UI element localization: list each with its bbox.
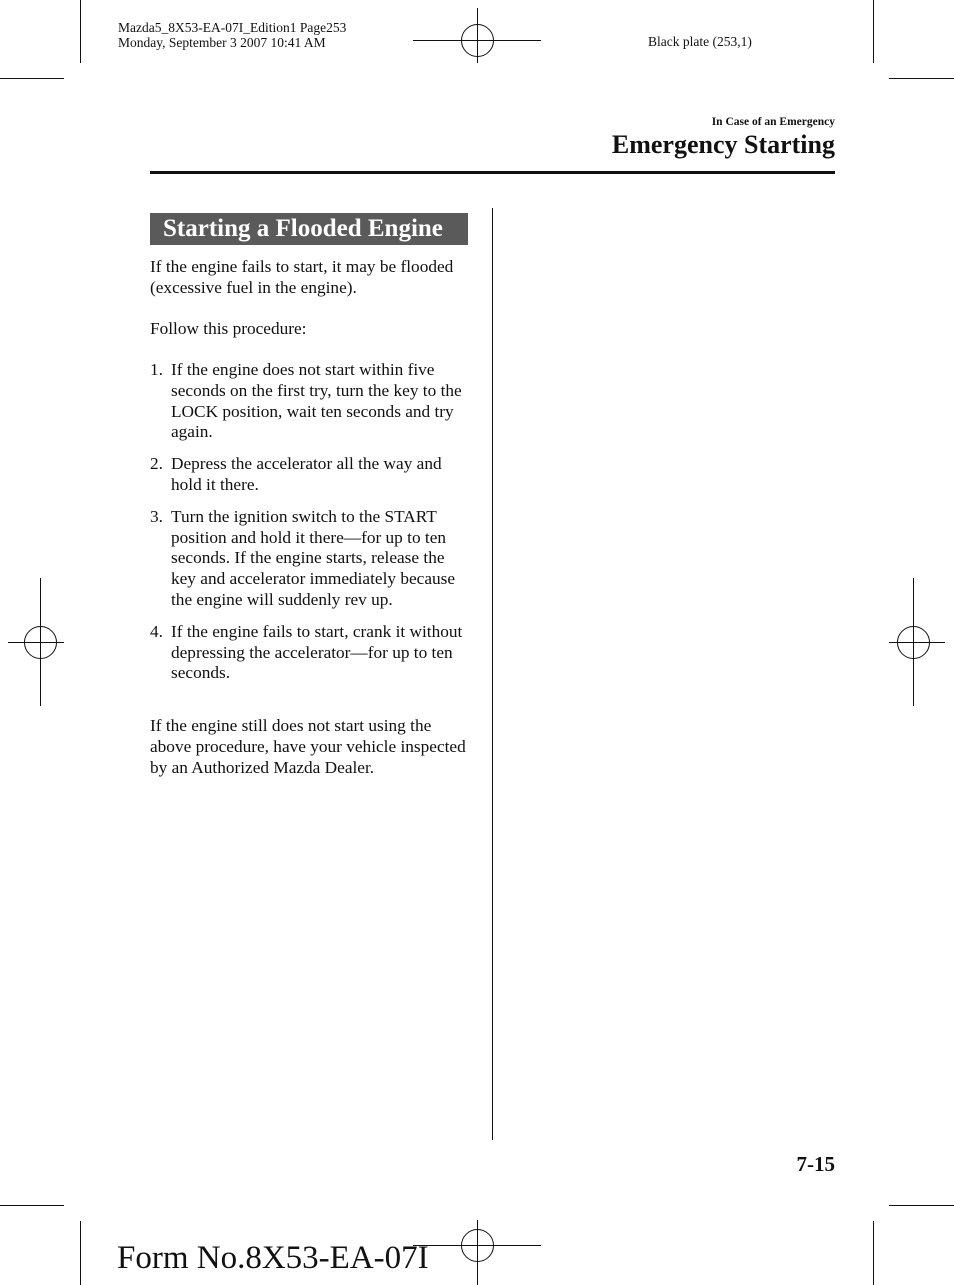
list-item [150, 622, 472, 684]
crop-mark [0, 1205, 64, 1206]
step-text: Turn the ignition switch to the START position and hold it there―for up to ten seconds. If the engine starts, release the key and accelerator immediately because the engine will suddenly rev up. [171, 506, 456, 609]
section-title: Starting a Flooded Engine [150, 213, 468, 245]
intro-paragraph: If the engine fails to start, it may be flooded (excessive fuel in the engine). [150, 257, 454, 297]
crop-mark [873, 0, 874, 63]
list-item [150, 360, 472, 443]
follow-paragraph: Follow this procedure: [150, 319, 307, 338]
step-number: 4. [150, 621, 163, 641]
procedure-list [150, 360, 472, 695]
step-text: Depress the accelerator all the way and hold it there. [171, 454, 442, 494]
page-title: Emergency Starting [611, 130, 835, 159]
list-item [150, 454, 472, 496]
registration-circle [461, 24, 494, 57]
running-header-section: In Case of an Emergency [711, 116, 835, 128]
crop-mark [80, 1221, 81, 1285]
crop-mark [889, 78, 954, 79]
registration-circle [897, 626, 930, 659]
crop-mark [873, 1221, 874, 1285]
registration-circle [461, 1229, 494, 1262]
print-info-line2: Monday, September 3 2007 10:41 AM [118, 35, 326, 50]
step-text: If the engine does not start within five seconds on the first try, turn the key to the LOCK position, wait ten seconds and try again. [171, 360, 462, 442]
registration-circle [24, 626, 57, 659]
plate-info: Black plate (253,1) [648, 34, 752, 49]
header-rule [150, 171, 835, 174]
step-number: 2. [150, 454, 163, 474]
print-info [118, 20, 346, 50]
print-info-line1: Mazda5_8X53-EA-07I_Edition1 Page253 [118, 20, 347, 35]
crop-mark [889, 1205, 954, 1206]
column-divider [492, 208, 493, 1140]
list-item [150, 507, 472, 611]
step-text: If the engine fails to start, crank it without depressing the accelerator―for up to ten seconds. [171, 621, 463, 683]
closing-paragraph: If the engine still does not start using the above procedure, have your vehicle inspected by an Authorized Mazda Dealer. [150, 716, 466, 777]
crop-mark [80, 0, 81, 63]
form-number: Form No.8X53-EA-07I [117, 1240, 429, 1276]
step-number: 3. [150, 506, 163, 526]
step-number: 1. [150, 360, 163, 379]
page-number: 7-15 [796, 1152, 835, 1176]
crop-mark [0, 78, 64, 79]
